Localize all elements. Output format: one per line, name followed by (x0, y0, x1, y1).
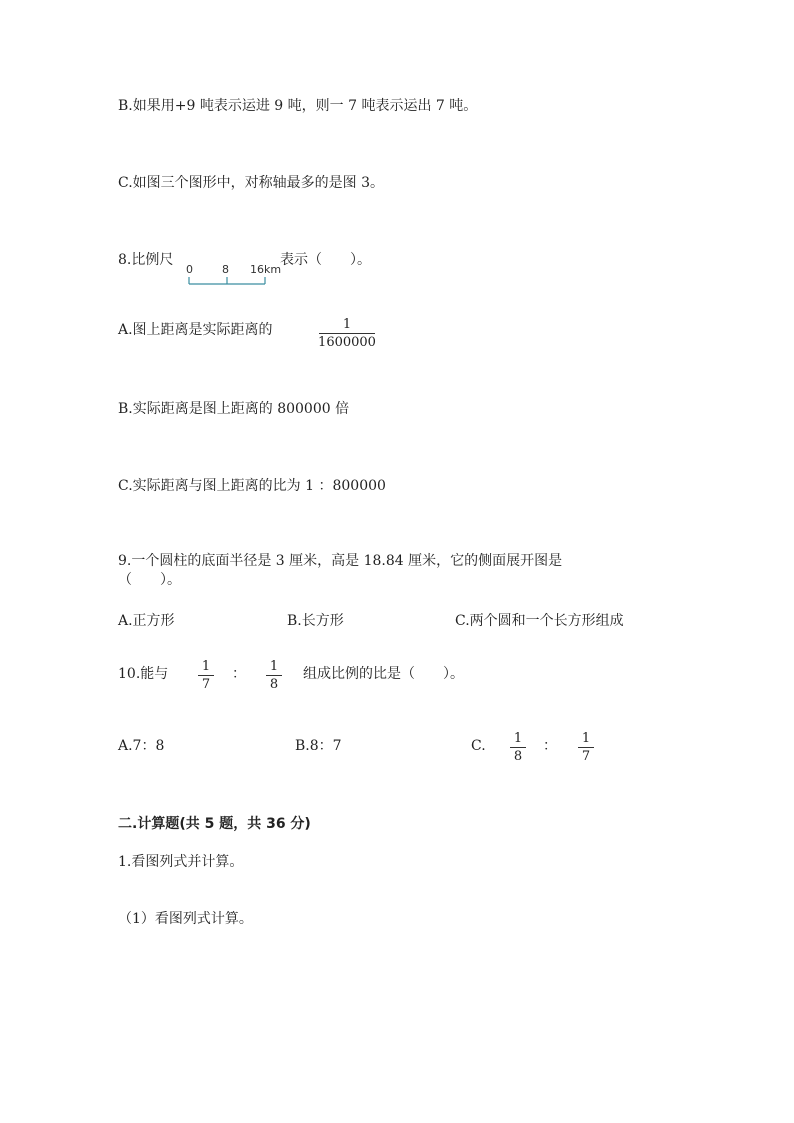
q8-stem-suffix: 表示（ ）。 (280, 252, 371, 268)
q10-option-a: A.7：8 (118, 738, 165, 754)
fraction-numerator: 1 (581, 731, 591, 746)
q10-stem-suffix: 组成比例的比是（ ）。 (303, 666, 464, 682)
fraction-denominator: 7 (201, 677, 211, 692)
q8-option-a-fraction (319, 317, 375, 350)
q8-option-a: A.图上距离是实际距离的 (118, 322, 273, 338)
fraction-denominator: 8 (269, 677, 279, 692)
q10-option-c-fraction-1 (510, 731, 526, 764)
fraction-denominator: 1600000 (318, 335, 376, 350)
q9-stem-line2: （ ）。 (118, 572, 181, 588)
fraction-numerator: 1 (201, 659, 211, 674)
q9-option-b: B.长方形 (287, 613, 344, 629)
scale-label-8: 8 (222, 263, 229, 276)
q10-stem-prefix: 10.能与 (118, 666, 169, 682)
q8-option-b: B.实际距离是图上距离的 800000 倍 (118, 401, 350, 417)
q10-option-c-label: C. (471, 738, 486, 754)
section-heading: 二.计算题(共 5 题，共 36 分) (118, 816, 311, 832)
scale-label-16km: 16km (250, 263, 282, 276)
fraction-denominator: 8 (513, 749, 523, 764)
q10-option-b: B.8：7 (295, 738, 342, 754)
fraction-numerator: 1 (342, 317, 352, 332)
scale-bar (186, 263, 282, 287)
q10-option-c-fraction-2 (578, 731, 594, 764)
fraction-numerator: 1 (269, 659, 279, 674)
q9-stem-line1: 9.一个圆柱的底面半径是 3 厘米，高是 18.84 厘米，它的侧面展开图是 (118, 553, 563, 569)
q9-option-c: C.两个圆和一个长方形组成 (455, 613, 624, 629)
q10-option-c-colon: ： (543, 738, 557, 754)
fraction-numerator: 1 (513, 731, 523, 746)
section2-q1: 1.看图列式并计算。 (118, 854, 244, 870)
fraction-denominator: 7 (581, 749, 591, 764)
q7-option-c: C.如图三个图形中，对称轴最多的是图 3。 (118, 175, 385, 191)
q8-option-c: C.实际距离与图上距离的比为 1 ：800000 (118, 478, 386, 494)
scale-bar-line (186, 263, 270, 287)
q8-stem-prefix: 8.比例尺 (118, 252, 174, 268)
q9-option-a: A.正方形 (118, 613, 175, 629)
q10-fraction-2 (266, 659, 282, 692)
section2-q1-sub1: （1）看图列式计算。 (118, 911, 253, 927)
q10-fraction-1 (198, 659, 214, 692)
q7-option-b: B.如果用+9 吨表示运进 9 吨，则一 7 吨表示运出 7 吨。 (118, 98, 478, 114)
scale-label-0: 0 (186, 263, 193, 276)
q10-colon: ： (232, 666, 246, 682)
